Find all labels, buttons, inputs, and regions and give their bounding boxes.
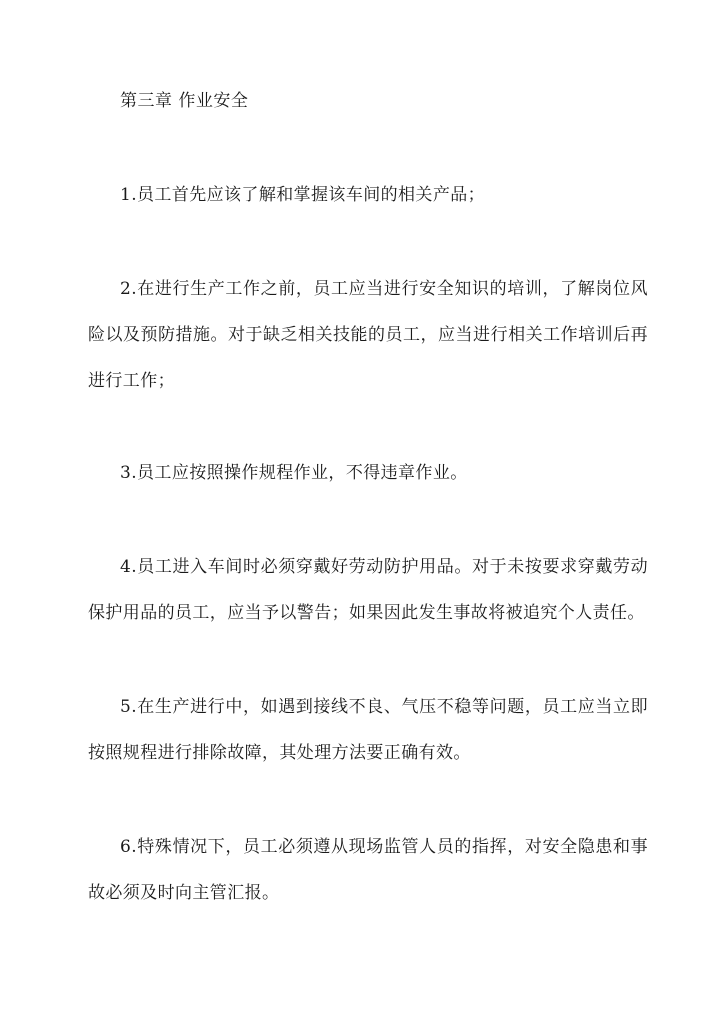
list-item: 5.在生产进行中，如遇到接线不良、气压不稳等问题，员工应当立即按照规程进行排除故障，其处理方法要正确有效。 <box>88 697 648 763</box>
list-item: 6.特殊情况下，员工必须遵从现场监管人员的指挥，对安全隐患和事故必须及时向主管汇报。 <box>88 837 648 903</box>
list-item: 3.员工应按照操作规程作业，不得违章作业。 <box>120 463 468 483</box>
list-item: 4.员工进入车间时必须穿戴好劳动防护用品。对于未按要求穿戴劳动保护用品的员工，应当予以警告；如果因此发生事故将被追究个人责任。 <box>88 557 648 623</box>
chapter-title: 第三章 作业安全 <box>120 91 249 111</box>
list-item: 2.在进行生产工作之前，员工应当进行安全知识的培训，了解岗位风险以及预防措施。对于缺乏相关技能的员工，应当进行相关工作培训后再进行工作； <box>88 279 648 391</box>
list-item: 1.员工首先应该了解和掌握该车间的相关产品； <box>120 185 486 205</box>
